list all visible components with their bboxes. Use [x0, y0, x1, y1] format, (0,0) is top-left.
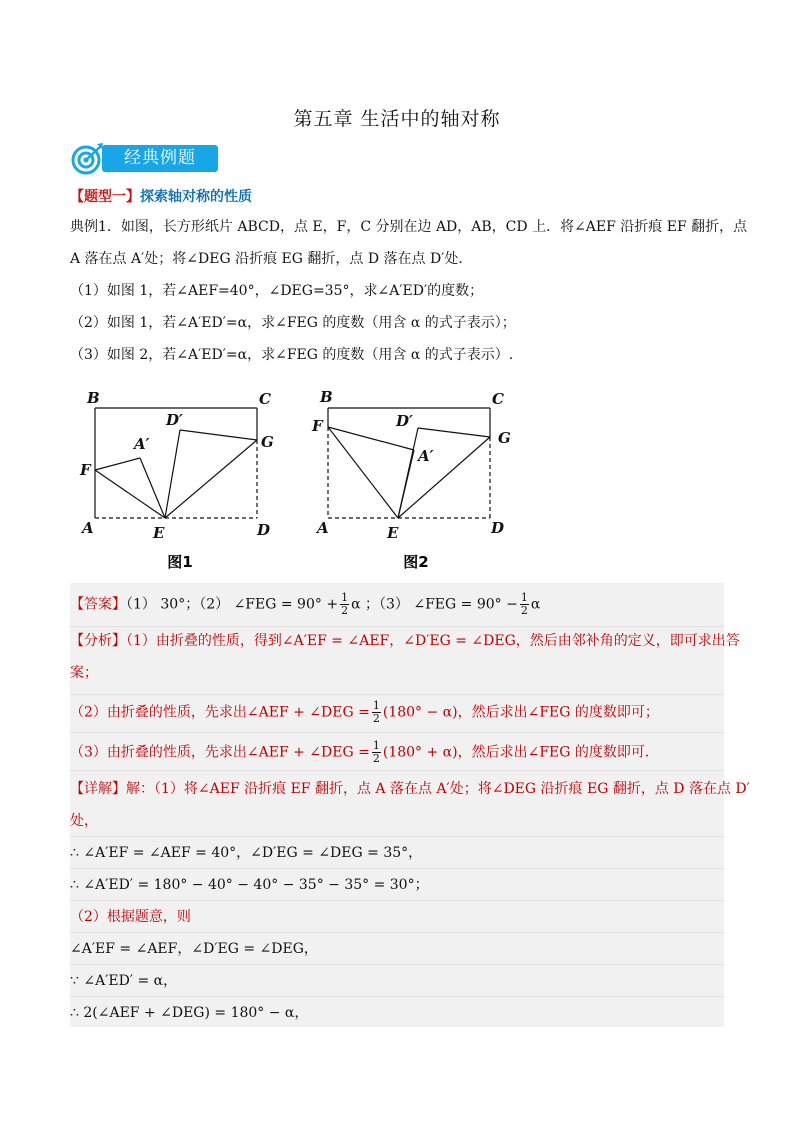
- fig2-label-a1: A′: [418, 447, 434, 465]
- analysis-text-3b: (180° + α)，然后求出∠FEG 的度数即可．: [382, 744, 659, 761]
- analysis-text-3a: （3）由折叠的性质，先求出∠AEF + ∠DEG =: [70, 744, 370, 761]
- fig2-label-e: E: [387, 524, 399, 542]
- answer-part1-value: 30°: [160, 596, 186, 613]
- type-title-bracket: 【题型一】: [70, 189, 140, 205]
- detail-line-7: ∴ 2(∠AEF + ∠DEG) = 180° − α，: [70, 1005, 309, 1021]
- fig2-label-b: B: [320, 388, 333, 406]
- divider: [70, 932, 724, 933]
- analysis-line-1: [70, 630, 740, 652]
- fig2-label-f: F: [312, 417, 323, 435]
- divider: [70, 996, 724, 997]
- fig1-label-c: C: [259, 390, 271, 408]
- answer-part2-alpha: α: [351, 596, 361, 613]
- detail-line-1: [70, 778, 750, 800]
- fig1-label-e: E: [153, 524, 165, 542]
- divider: [70, 694, 724, 695]
- detail-line-6: ∵ ∠A′ED′ = α，: [70, 973, 178, 989]
- answer-separator: ；: [185, 596, 200, 613]
- type-title-text: 探索轴对称的性质: [140, 189, 252, 205]
- target-icon: [70, 141, 106, 177]
- analysis-line-2: [70, 700, 659, 725]
- type-title: [70, 186, 252, 206]
- divider: [70, 770, 724, 771]
- page-title: 第五章 生活中的轴对称: [293, 108, 501, 130]
- answer-part2-label: （2）: [199, 596, 230, 613]
- answer-tag: 【答案】: [70, 596, 126, 613]
- analysis-text-1: （1）由折叠的性质，得到∠A′EF = ∠AEF，∠D′EG = ∠DEG，然后由邻补角的定义，即可求出答: [126, 633, 740, 649]
- fig2-label-a: A: [317, 519, 329, 537]
- question-part-1: （1）如图 1，若∠AEF=40°，∠DEG=35°，求∠A′ED′的度数；: [70, 283, 484, 299]
- fig2-label-c: C: [492, 390, 504, 408]
- detail-line-4: （2）根据题意，则: [70, 909, 191, 925]
- fig1-label-d1: D′: [166, 411, 183, 429]
- detail-line-1b: 处，: [70, 813, 98, 829]
- fig1-label-f: F: [80, 461, 91, 479]
- divider: [70, 836, 724, 837]
- detail-text-1: 解：（1）将∠AEF 沿折痕 EF 翻折，点 A 落在点 A′处；将∠DEG 沿折痕 EG 翻折，点 D 落在点 D′: [126, 781, 750, 797]
- fig2-caption: 图2: [403, 553, 429, 571]
- fig1-label-b: B: [87, 389, 100, 407]
- analysis-line-3: [70, 740, 659, 765]
- analysis-text-2b: (180° − α)，然后求出∠FEG 的度数即可；: [382, 704, 659, 721]
- section-badge: [70, 141, 220, 177]
- question-line-2: A 落在点 A′处；将∠DEG 沿折痕 EG 翻折，点 D 落在点 D′处．: [70, 251, 473, 267]
- analysis-tag: 【分析】: [70, 633, 126, 649]
- detail-tag: 【详解】: [70, 781, 126, 797]
- badge-label: 经典例题: [102, 145, 218, 172]
- fig2-label-d: D: [491, 519, 505, 537]
- fig1-label-a: A: [82, 519, 94, 537]
- divider: [70, 626, 724, 627]
- fig1-label-d: D: [257, 521, 271, 539]
- answer-line: [70, 592, 540, 617]
- answer-part3-label: （3）: [378, 596, 409, 613]
- answer-separator: ；: [364, 596, 379, 613]
- fig2-label-d1: D′: [396, 412, 413, 430]
- figure-1: [75, 385, 285, 575]
- answer-part2-value: ∠FEG = 90° +: [233, 596, 339, 613]
- divider: [70, 900, 724, 901]
- answer-part3-alpha: α: [530, 596, 541, 613]
- divider: [70, 868, 724, 869]
- fraction-half: $\frac{1}{2}$: [372, 739, 380, 765]
- fig1-label-g: G: [261, 433, 274, 451]
- fig1-label-a1: A′: [134, 435, 150, 453]
- question-part-3: （3）如图 2，若∠A′ED′=α，求∠FEG 的度数（用含 α 的式子表示）.: [70, 347, 514, 363]
- detail-line-5: ∠A′EF = ∠AEF，∠D′EG = ∠DEG，: [70, 941, 318, 957]
- fig2-label-g: G: [498, 429, 511, 447]
- fig1-caption: 图1: [167, 553, 193, 571]
- question-line-1: 典例1．如图，长方形纸片 ABCD，点 E，F，C 分别在边 AD，AB，CD 上．将∠AEF 沿折痕 EF 翻折，点: [70, 219, 748, 235]
- fraction-half: $\frac{1}{2}$: [372, 699, 380, 725]
- divider: [70, 964, 724, 965]
- answer-part3-value: ∠FEG = 90° −: [413, 596, 518, 613]
- detail-line-3: ∴ ∠A′ED′ = 180° − 40° − 40° − 35° − 35° = 30°；: [70, 877, 429, 893]
- analysis-text-2a: （2）由折叠的性质，先求出∠AEF + ∠DEG =: [70, 704, 370, 721]
- detail-line-2: ∴ ∠A′EF = ∠AEF = 40°，∠D′EG = ∠DEG = 35°，: [70, 845, 423, 861]
- figure-2: [308, 385, 518, 575]
- analysis-line-1b: 案；: [70, 665, 98, 681]
- fraction-half: $\frac{1}{2}$: [520, 591, 528, 617]
- fraction-half: $\frac{1}{2}$: [341, 591, 349, 617]
- answer-part1-label: （1）: [126, 596, 156, 613]
- divider: [70, 732, 724, 733]
- question-part-2: （2）如图 1，若∠A′ED′=α，求∠FEG 的度数（用含 α 的式子表示）；: [70, 315, 516, 331]
